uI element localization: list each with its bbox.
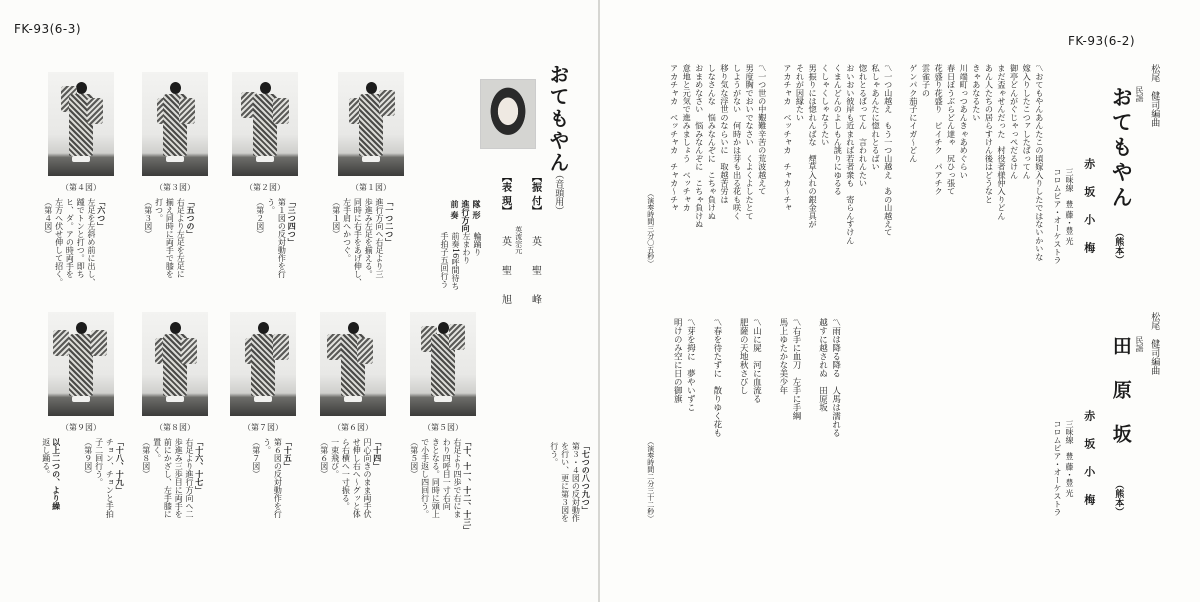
step-3-line: 右足より左足を左足に	[176, 198, 186, 278]
step-10	[82, 438, 125, 518]
performer-portrait	[480, 79, 536, 149]
song1-genre: 民謡	[1135, 86, 1144, 102]
song1-lyric-line: 川端町っつあんきゃあめぐらい	[959, 64, 970, 179]
song1-lyrics	[668, 64, 1046, 261]
figure-photo-3	[142, 72, 208, 176]
song2-lyric-line	[699, 318, 709, 327]
song2-singer: 赤 坂 小 梅	[1082, 410, 1096, 508]
page-code: FK-93(6-2)	[1068, 34, 1136, 48]
song2-orchestra: コロムビア・オーケストラ	[1053, 420, 1062, 516]
song2-lyric-line: 馬上ゆたかな美少年	[777, 318, 788, 395]
song1-lyric-line: 嫁入りしたこつァしたばってん	[1022, 64, 1033, 179]
song2-lyric-line	[804, 318, 814, 327]
left-page	[0, 0, 598, 602]
step-4-head: 「六つ」	[96, 198, 107, 230]
formation-text-1: 輪踊り	[473, 232, 482, 256]
caption-fig-8: （第８図）	[155, 423, 195, 432]
figure-photo-1	[338, 72, 404, 176]
page-code: FK-93(6-3)	[14, 22, 82, 36]
song2-lyric-line: 越すに越されぬ 田原坂	[817, 318, 828, 412]
step-8	[250, 438, 293, 518]
step-7	[318, 438, 383, 518]
formation-text-4: 手拍子五回行う	[440, 232, 449, 288]
step-2-line: う。	[266, 198, 276, 214]
song1-singer: 赤 坂 小 梅	[1082, 158, 1096, 256]
song2-lyric-line	[765, 318, 775, 327]
step-3-head: 「五つの」	[185, 198, 196, 238]
dance-subtitle: （音頭用）	[553, 170, 564, 215]
step-4-line: ヒ、ダ。アの時両手を	[65, 198, 75, 278]
figure-photo-8	[142, 312, 208, 416]
step-10-line: 子二回行う。	[94, 438, 104, 486]
song1-lyric-line: それが因縁たい	[795, 64, 806, 122]
step-1-line: 同時に右手をあげ伸し、	[353, 198, 363, 286]
step-4-line: 左方へ伏せ伸して招く。	[54, 198, 64, 286]
caption-fig-9: （第９図）	[61, 423, 101, 432]
step-1-line: 進行方向へ右足より三	[374, 198, 384, 278]
step-6-line: （第５図）	[409, 438, 419, 478]
song1-time: （演奏時間三分〇五秒）	[646, 190, 655, 267]
step-5-head: 「七つの八つ九つ」	[581, 442, 592, 514]
step-3-line: （第３図）	[143, 198, 153, 238]
song1-shamisen: 三味線 豊 藤・豊 光	[1065, 168, 1074, 246]
caption-fig-6: （第６図）	[333, 423, 373, 432]
step-3	[142, 198, 196, 278]
step-3-line: 揃え同時に両手で膝を	[165, 198, 175, 278]
step-11	[40, 438, 62, 510]
song1-lyric-line: 男度胸でおいでなさい くよくよしたとて	[745, 64, 756, 220]
formation-text-2: 左まわり	[462, 232, 471, 264]
song1-lyric-line: アカチャカ ベッチャカ チャカ〜チャ	[669, 64, 680, 212]
step-9-line: 右足より進行方向へ二	[184, 438, 194, 518]
caption-fig-2: （第２図）	[245, 183, 285, 192]
song1-lyric-line: しなさんな 悩みなんぞに こちゃ負けぬ	[707, 64, 718, 220]
song1-lyric-line	[770, 64, 780, 72]
song2-lyrics	[670, 318, 842, 437]
step-4-line: 踵でトンと打つ。即ち	[76, 198, 86, 278]
step-4	[42, 198, 107, 286]
song1-lyric-line: 〽おてもやんあんたこの頃嫁入りしたではないかいな	[1034, 64, 1045, 261]
song1-lyric-line: 花盛り花盛り ピイチク パアチク	[934, 64, 945, 196]
step-8-head: 「十五」	[283, 438, 294, 470]
step-7-line: （第６図）	[319, 438, 329, 478]
song2-shamisen: 三味線 豊 藤・豊 光	[1065, 420, 1074, 498]
step-10-line: チョン、チョンと手拍	[105, 438, 115, 518]
figure-photo-2	[232, 72, 298, 176]
song1-lyric-line: おまめなさい 悩みなんぞに こちゃ負けぬ	[694, 64, 705, 228]
step-1	[330, 198, 395, 286]
credit-label-1: 【振 付】	[529, 172, 541, 216]
step-9-line: 前にかざし、左手膝に	[163, 438, 173, 518]
step-2-line: （第２図）	[255, 198, 265, 238]
step-1-line: 歩進み左足を揃える。	[364, 198, 374, 278]
step-9-line: 置く。	[152, 438, 162, 462]
song2-lyric-line: 〽春を待たずに 散りゆく花も	[711, 318, 722, 437]
credit-label-2: 【表 現】	[499, 172, 511, 216]
step-2-line: 第１図の反対動作を行	[277, 198, 287, 278]
step-1-head: 「一つ二つ」	[384, 198, 395, 246]
step-5-line: を行い、更に第３図を	[560, 442, 570, 522]
song1-lyric-line: 惚れとるばってん 言われんたい	[858, 64, 869, 187]
song1-lyric-line: 移り気な浮世のならいに 取越苦労は	[719, 64, 730, 204]
step-1-line: （第１図）	[331, 198, 341, 238]
song2-lyric-line: 〽芽を拇に 夢やいずこ	[685, 318, 696, 412]
song2-lyric-line: 肥薩の天地秋さびし	[738, 318, 749, 395]
step-6-line: で小手返し四回行う。	[420, 438, 430, 518]
song1-arranger: 松尾 健司編曲	[1149, 64, 1160, 127]
step-4-line: （第４図）	[43, 198, 53, 238]
figure-photo-5	[410, 312, 476, 416]
step-3-line: 打つ。	[154, 198, 164, 222]
step-5-line: 第３・４図の反対動作	[571, 442, 581, 522]
step-11-line: 返し踊る。	[41, 438, 51, 478]
step-8-line: う。	[262, 438, 272, 454]
step-2-head: 「三つ四つ」	[287, 198, 298, 246]
song1-lyric-line: 御亭どんがぐじゃっぺだるけん	[1009, 64, 1020, 179]
step-2	[254, 198, 297, 278]
step-5	[548, 442, 591, 522]
right-page	[600, 0, 1200, 602]
song1-title: おてもやん	[1109, 86, 1135, 211]
step-8-line: （第７図）	[251, 438, 261, 478]
song1-lyric-line: 雲雀子の	[921, 64, 932, 105]
song2-lyric-line: 〽雨は降る降る 人馬は濡れる	[830, 318, 841, 437]
song1-lyric-line: 男振りには惚れんばな 煙草入れの銀金具が	[808, 64, 819, 228]
step-11-head: 以上二つの、より繰	[51, 438, 62, 510]
step-9-line: 歩進み三歩目に両手を	[174, 438, 184, 518]
step-10-line: （第９図）	[83, 438, 93, 478]
step-6-line: きとなる。同時に頭上	[431, 438, 441, 518]
song1-lyric-line: くしゃくしゃなうたい	[820, 64, 831, 146]
song1-lyric-line: 私しゃあんたに惚れとるばい	[871, 64, 882, 171]
song2-arranger: 松尾 健司編曲	[1149, 312, 1160, 375]
step-9-head: 「十六、十七」	[194, 438, 205, 494]
step-6	[408, 438, 473, 534]
step-1-line: 左手肩へかつぐ。	[342, 198, 352, 262]
step-7-line: ら右横へ一寸振る。	[341, 438, 351, 510]
step-9	[140, 438, 205, 518]
step-7-head: 「十四」	[372, 438, 383, 470]
caption-fig-5: （第５図）	[423, 423, 463, 432]
song2-title: 田 原 坂	[1109, 336, 1132, 446]
song1-lyric-line	[896, 64, 906, 72]
figure-photo-4	[48, 72, 114, 176]
step-5-line: 行う。	[549, 442, 559, 466]
caption-fig-4: （第４図）	[61, 183, 101, 192]
step-7-line: 一束飛び。	[330, 438, 340, 478]
song1-lyric-line: おいおい彼岸も近まれば若者衆も 寄らんすけん	[845, 64, 856, 245]
song2-region: （熊本）	[1113, 480, 1124, 516]
step-10-head: 「十八、十九」	[115, 438, 126, 494]
figure-photo-9	[48, 312, 114, 416]
song2-lyric-line: 〽山に屍 河に血流る	[751, 318, 762, 403]
formation-label-1: 隊 形	[472, 200, 482, 219]
song1-lyric-line: しようがない 何時かは芽も出る花も咲く	[732, 64, 743, 220]
song1-orchestra: コロムビア・オーケストラ	[1053, 168, 1062, 264]
formation-label-2: 進行方向	[461, 200, 471, 232]
song1-lyric-line: きゃあなるたい	[971, 64, 982, 122]
figure-photo-7	[230, 312, 296, 416]
step-6-line: わり四呼目一寸右向	[442, 438, 452, 510]
credit-name-1: 英 聖 峰	[529, 236, 541, 313]
song2-lyric-line: 明けのみ空に日の御旗	[672, 318, 683, 403]
song2-lyric-line: 〽右手に血刀 左手に手綱	[791, 318, 802, 420]
caption-fig-3: （第３図）	[155, 183, 195, 192]
song1-lyric-line: アカチャカ ベッチャカ チャカ〜チャ	[782, 64, 793, 212]
step-9-line: （第８図）	[141, 438, 151, 478]
song1-lyric-line: 春日ぼうぶらどん達ゃ 尻ひっ張て	[946, 64, 957, 196]
song1-lyric-line: 〽一つ世の中艱難辛苦の荒波越えて	[757, 64, 768, 196]
step-6-line: 右足より四歩で右にま	[452, 438, 462, 518]
step-4-line: 左足を左斜め前に出し、	[86, 198, 96, 286]
credit-name-2: 英 聖 旭	[499, 236, 511, 313]
song1-lyric-line: 意地と元気で進みましょう ベッチャカ	[682, 64, 693, 212]
song1-lyric-line: まだ盃ゃせんだった 村役者様仲入りどん	[997, 64, 1008, 220]
song2-lyric-line	[725, 318, 735, 327]
step-7-line: せ伸し右へ〜グッと体	[352, 438, 362, 518]
caption-fig-7: （第７図）	[243, 423, 283, 432]
song1-region: （熊本）	[1113, 228, 1124, 264]
step-6-head: 「十、十一、十二、十三」	[462, 438, 473, 534]
formation-label-3: 前 奏	[450, 200, 460, 219]
figure-photo-6	[320, 312, 386, 416]
song1-lyric-line: ゲンパク茄子にイガ〜どん	[908, 64, 919, 163]
credit-note-1: 英流宗元	[514, 226, 523, 254]
song1-lyric-line: くまんどんのよしもん誂りにゆるる	[833, 64, 844, 196]
step-8-line: 第６図の反対動作を行	[273, 438, 283, 518]
song1-lyric-line: あん人たちの居らすけん後はどうなと	[984, 64, 995, 204]
formation-text-3: 前奏16呼間待ち	[451, 232, 460, 291]
caption-fig-1: （第１図）	[351, 183, 391, 192]
song2-time: （演奏時間二分三十二秒）	[646, 438, 655, 522]
step-7-line: 円心向きのまま両手伏	[362, 438, 372, 518]
song1-lyric-line: 〽一つ山越え もう一つ山越え あの山越えて	[883, 64, 894, 237]
dance-title: おてもやん	[546, 64, 570, 174]
song2-genre: 民謡	[1135, 336, 1144, 352]
